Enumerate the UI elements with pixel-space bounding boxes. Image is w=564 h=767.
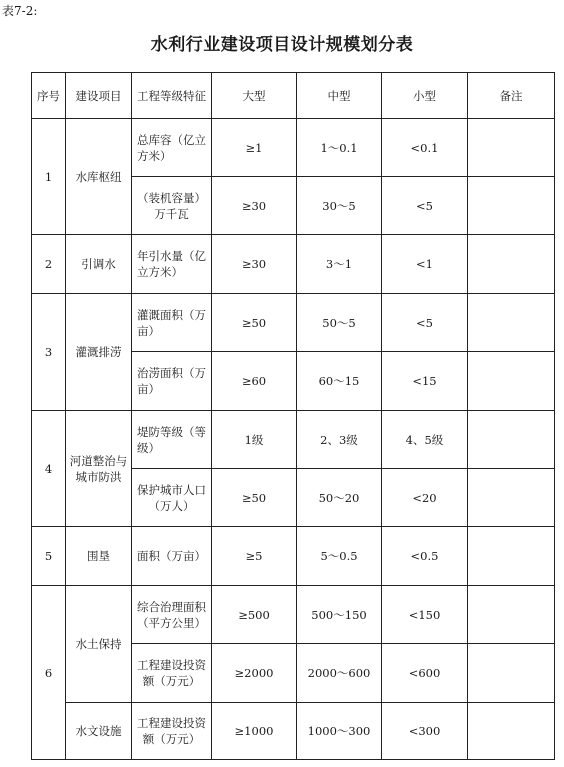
cell-note <box>468 352 555 411</box>
cell-small: <300 <box>382 703 468 760</box>
cell-large: ≥50 <box>212 294 297 352</box>
cell-large: ≥60 <box>212 352 297 411</box>
cell-large: ≥500 <box>212 586 297 644</box>
cell-note <box>468 644 555 703</box>
table-row <box>32 294 555 352</box>
cell-large: ≥50 <box>212 469 297 527</box>
cell-small: <5 <box>382 294 468 352</box>
cell-large: ≥1 <box>212 119 297 177</box>
cell-feature: （装机容量）万千瓦 <box>132 177 212 235</box>
cell-large: ≥30 <box>212 177 297 235</box>
cell-seq: 5 <box>32 527 66 586</box>
cell-project: 水文设施 <box>66 703 132 760</box>
cell-seq: 3 <box>32 294 66 411</box>
table-row <box>32 235 555 294</box>
cell-seq: 1 <box>32 119 66 235</box>
cell-project: 水土保持 <box>66 586 132 703</box>
cell-note <box>468 703 555 760</box>
cell-seq: 4 <box>32 411 66 527</box>
cell-medium: 5～0.5 <box>297 527 382 586</box>
cell-project: 河道整治与城市防洪 <box>66 411 132 527</box>
cell-medium: 2000～600 <box>297 644 382 703</box>
cell-seq: 2 <box>32 235 66 294</box>
cell-note <box>468 469 555 527</box>
cell-small: <1 <box>382 235 468 294</box>
cell-small: 4、5级 <box>382 411 468 469</box>
cell-feature: 年引水量（亿立方米） <box>132 235 212 294</box>
table-row <box>32 703 555 760</box>
cell-feature: 总库容（亿立方米） <box>132 119 212 177</box>
cell-feature: 灌溉面积（万亩） <box>132 294 212 352</box>
cell-small: <20 <box>382 469 468 527</box>
cell-medium: 3～1 <box>297 235 382 294</box>
header-seq: 序号 <box>32 73 66 119</box>
cell-project: 灌溉排涝 <box>66 294 132 411</box>
cell-large: ≥5 <box>212 527 297 586</box>
cell-feature: 工程建设投资额（万元） <box>132 644 212 703</box>
cell-medium: 2、3级 <box>297 411 382 469</box>
table-row <box>32 527 555 586</box>
header-feature: 工程等级特征 <box>132 73 212 119</box>
cell-note <box>468 294 555 352</box>
cell-note <box>468 586 555 644</box>
cell-medium: 1000～300 <box>297 703 382 760</box>
cell-large: ≥30 <box>212 235 297 294</box>
design-scale-table <box>31 72 555 760</box>
cell-small: <15 <box>382 352 468 411</box>
cell-medium: 60～15 <box>297 352 382 411</box>
header-small: 小型 <box>382 73 468 119</box>
cell-project: 水库枢纽 <box>66 119 132 235</box>
cell-feature: 综合治理面积（平方公里） <box>132 586 212 644</box>
table-header-row <box>32 73 555 119</box>
cell-large: ≥2000 <box>212 644 297 703</box>
cell-feature: 工程建设投资额（万元） <box>132 703 212 760</box>
cell-small: <0.1 <box>382 119 468 177</box>
document-title: 水利行业建设项目设计规模划分表 <box>150 35 414 55</box>
header-medium: 中型 <box>297 73 382 119</box>
table-row <box>32 119 555 177</box>
cell-note <box>468 411 555 469</box>
cell-medium: 50～5 <box>297 294 382 352</box>
header-large: 大型 <box>212 73 297 119</box>
cell-medium: 50～20 <box>297 469 382 527</box>
cell-note <box>468 119 555 177</box>
cell-note <box>468 177 555 235</box>
table-row <box>32 586 555 644</box>
cell-large: ≥1000 <box>212 703 297 760</box>
cell-feature: 面积（万亩） <box>132 527 212 586</box>
cell-medium: 500～150 <box>297 586 382 644</box>
cell-medium: 1～0.1 <box>297 119 382 177</box>
table-row <box>32 411 555 469</box>
cell-large: 1级 <box>212 411 297 469</box>
header-note: 备注 <box>468 73 555 119</box>
cell-small: <0.5 <box>382 527 468 586</box>
cell-project: 引调水 <box>66 235 132 294</box>
cell-feature: 治涝面积（万亩） <box>132 352 212 411</box>
cell-small: <150 <box>382 586 468 644</box>
cell-note <box>468 235 555 294</box>
cell-seq: 6 <box>32 586 66 760</box>
table-label: 表7-2: <box>2 4 38 18</box>
cell-feature: 保护城市人口（万人） <box>132 469 212 527</box>
cell-feature: 堤防等级（等级） <box>132 411 212 469</box>
cell-note <box>468 527 555 586</box>
cell-small: <5 <box>382 177 468 235</box>
cell-project: 围垦 <box>66 527 132 586</box>
cell-medium: 30～5 <box>297 177 382 235</box>
cell-small: <600 <box>382 644 468 703</box>
header-project: 建设项目 <box>66 73 132 119</box>
